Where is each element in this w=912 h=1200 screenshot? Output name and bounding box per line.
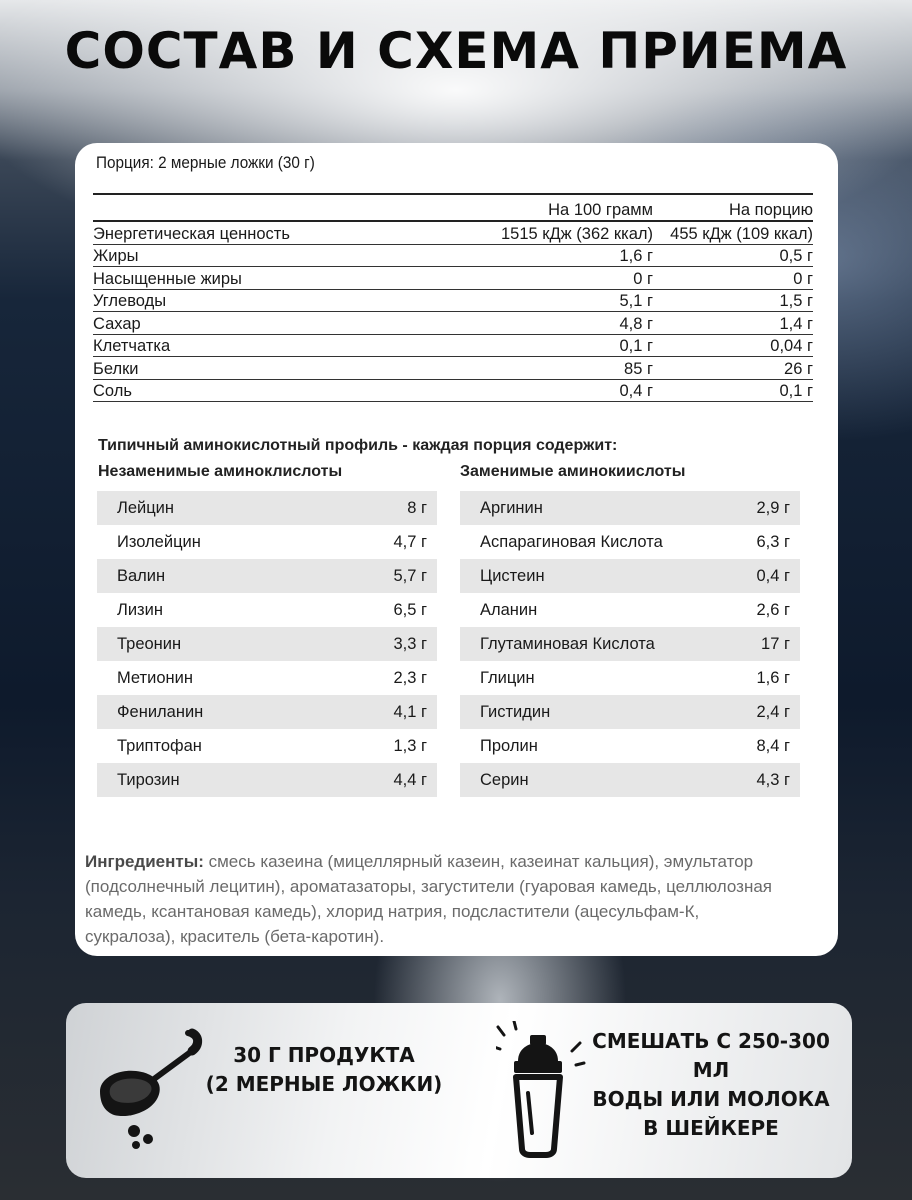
ingredients-body: смесь казеина (мицеллярный казеин, казеинат кальция), эмультатор (подсолнечный лецитин), ароматазаторы, загустители (гуаровая камедь, целлюлозная камедь, ксантановая камедь), хлорид натрия, подсластители (ацесульфам-К, сукралоза), краситель (бета-каротин). bbox=[85, 852, 772, 946]
amino-value: 4,7 г bbox=[393, 532, 427, 551]
amino-value: 8,4 г bbox=[756, 736, 790, 755]
mix-line-2: ВОДЫ ИЛИ МОЛОКА bbox=[592, 1087, 830, 1111]
amino-row bbox=[97, 525, 437, 559]
nutrient-per100: 0,4 г bbox=[619, 382, 653, 400]
amino-name: Метионин bbox=[117, 668, 193, 687]
nonessential-amino-list bbox=[460, 491, 800, 797]
nutrient-per100: 85 г bbox=[624, 359, 653, 378]
amino-name: Фениланин bbox=[117, 702, 204, 721]
amino-row bbox=[460, 627, 800, 661]
nutrient-per-serving: 1,5 г bbox=[779, 292, 813, 310]
amino-name: Аспарагиновая Кислота bbox=[480, 532, 663, 551]
amino-name: Лейцин bbox=[117, 498, 175, 517]
nutrition-row bbox=[93, 357, 813, 380]
nutrition-row bbox=[93, 267, 813, 290]
amino-row bbox=[460, 491, 800, 525]
nutrient-name: Жиры bbox=[93, 247, 139, 265]
amino-value: 1,3 г bbox=[393, 736, 427, 755]
amino-name: Триптофан bbox=[117, 736, 202, 755]
amino-value: 6,5 г bbox=[393, 600, 427, 619]
essential-amino-list bbox=[97, 491, 437, 797]
scoop-icon bbox=[96, 1021, 206, 1151]
amino-value: 17 г bbox=[761, 634, 790, 653]
amino-value: 4,1 г bbox=[393, 702, 427, 721]
amino-value: 2,4 г bbox=[756, 702, 790, 721]
amino-row bbox=[97, 729, 437, 763]
info-card bbox=[75, 143, 838, 956]
amino-value: 6,3 г bbox=[756, 532, 790, 551]
amino-profile-title: Типичный аминокислотный профиль - каждая порция содержит: bbox=[98, 437, 618, 454]
nutrient-per100: 5,1 г bbox=[619, 292, 653, 310]
amino-row bbox=[97, 559, 437, 593]
amino-row bbox=[460, 695, 800, 729]
nutrient-name: Сахар bbox=[93, 314, 141, 333]
nutrition-row bbox=[93, 335, 813, 358]
nutrient-per-serving: 0,04 г bbox=[770, 337, 813, 355]
nutrient-name: Энергетическая ценность bbox=[93, 224, 290, 243]
nutrient-name: Белки bbox=[93, 359, 139, 378]
amino-name: Глутаминовая Кислота bbox=[480, 634, 655, 653]
amino-name: Гистидин bbox=[480, 702, 551, 721]
nutrition-header-row bbox=[93, 195, 813, 222]
amino-row bbox=[97, 627, 437, 661]
nutrient-per-serving: 0,1 г bbox=[779, 382, 813, 400]
amino-name: Тирозин bbox=[117, 770, 180, 789]
ingredients-text bbox=[85, 849, 785, 949]
nutrient-per-serving: 0 г bbox=[793, 269, 813, 288]
nutrient-per-serving: 455 кДж (109 ккал) bbox=[670, 224, 813, 243]
nutrition-row bbox=[93, 380, 813, 403]
amino-name: Изолейцин bbox=[117, 532, 201, 551]
amino-row bbox=[97, 661, 437, 695]
nutrient-per-serving: 0,5 г bbox=[779, 247, 813, 265]
nutrition-table bbox=[93, 193, 813, 402]
mix-line-3: В ШЕЙКЕРЕ bbox=[643, 1116, 779, 1140]
amino-value: 2,6 г bbox=[756, 600, 790, 619]
amino-name: Цистеин bbox=[480, 566, 545, 585]
page-title: СОСТАВ И СХЕМА ПРИЕМА bbox=[64, 22, 848, 80]
nutrient-name: Насыщенные жиры bbox=[93, 269, 242, 288]
amino-row bbox=[460, 559, 800, 593]
nutrient-per-serving: 26 г bbox=[784, 359, 813, 378]
amino-name: Лизин bbox=[117, 600, 163, 619]
amino-name: Серин bbox=[480, 770, 529, 789]
amino-row bbox=[97, 593, 437, 627]
amino-row bbox=[460, 525, 800, 559]
dose-line-2: (2 МЕРНЫЕ ЛОЖКИ) bbox=[205, 1072, 443, 1096]
dose-instruction bbox=[194, 1041, 454, 1099]
amino-name: Глицин bbox=[480, 668, 535, 687]
amino-row bbox=[97, 695, 437, 729]
nutrient-per100: 4,8 г bbox=[619, 314, 653, 333]
nutrient-name: Клетчатка bbox=[93, 337, 171, 355]
amino-name: Аланин bbox=[480, 600, 538, 619]
ingredients-label: Ингредиенты: bbox=[85, 852, 204, 871]
amino-name: Аргинин bbox=[480, 498, 543, 517]
nutrition-row bbox=[93, 245, 813, 268]
nutrient-per100: 1,6 г bbox=[619, 247, 653, 265]
amino-name: Пролин bbox=[480, 736, 538, 755]
amino-value: 2,3 г bbox=[393, 668, 427, 687]
amino-value: 2,9 г bbox=[756, 498, 790, 517]
amino-row bbox=[460, 763, 800, 797]
dose-line-1: 30 Г ПРОДУКТА bbox=[233, 1043, 415, 1067]
amino-value: 0,4 г bbox=[756, 566, 790, 585]
amino-value: 8 г bbox=[407, 498, 427, 517]
mix-instruction bbox=[571, 1027, 851, 1143]
mix-line-1: СМЕШАТЬ С 250-300 МЛ bbox=[592, 1029, 830, 1082]
amino-name: Треонин bbox=[117, 634, 182, 653]
amino-value: 4,3 г bbox=[756, 770, 790, 789]
amino-value: 4,4 г bbox=[393, 770, 427, 789]
nutrition-row bbox=[93, 290, 813, 313]
amino-name: Валин bbox=[117, 566, 166, 585]
amino-value: 1,6 г bbox=[756, 668, 790, 687]
amino-value: 5,7 г bbox=[393, 566, 427, 585]
essential-amino-title: Незаменимые аминоклислоты bbox=[98, 463, 343, 480]
nutrient-per100: 1515 кДж (362 ккал) bbox=[500, 224, 653, 243]
nutrition-row bbox=[93, 312, 813, 335]
amino-row bbox=[460, 729, 800, 763]
nutrition-header-serving: На порцию bbox=[728, 201, 813, 219]
nutrient-per-serving: 1,4 г bbox=[779, 314, 813, 333]
amino-value: 3,3 г bbox=[393, 634, 427, 653]
nutrition-row bbox=[93, 222, 813, 245]
amino-row bbox=[460, 593, 800, 627]
nutrient-per100: 0,1 г bbox=[619, 337, 653, 355]
nutrition-header-per100: На 100 грамм bbox=[548, 201, 653, 219]
amino-row bbox=[460, 661, 800, 695]
portion-size: Порция: 2 мерные ложки (30 г) bbox=[96, 153, 315, 172]
amino-row bbox=[97, 491, 437, 525]
nutrient-name: Соль bbox=[93, 382, 132, 400]
usage-panel bbox=[66, 1003, 852, 1178]
nutrient-per100: 0 г bbox=[633, 269, 653, 288]
nonessential-amino-title: Заменимые аминокиислоты bbox=[460, 463, 686, 480]
nutrient-name: Углеводы bbox=[93, 292, 167, 310]
amino-row bbox=[97, 763, 437, 797]
